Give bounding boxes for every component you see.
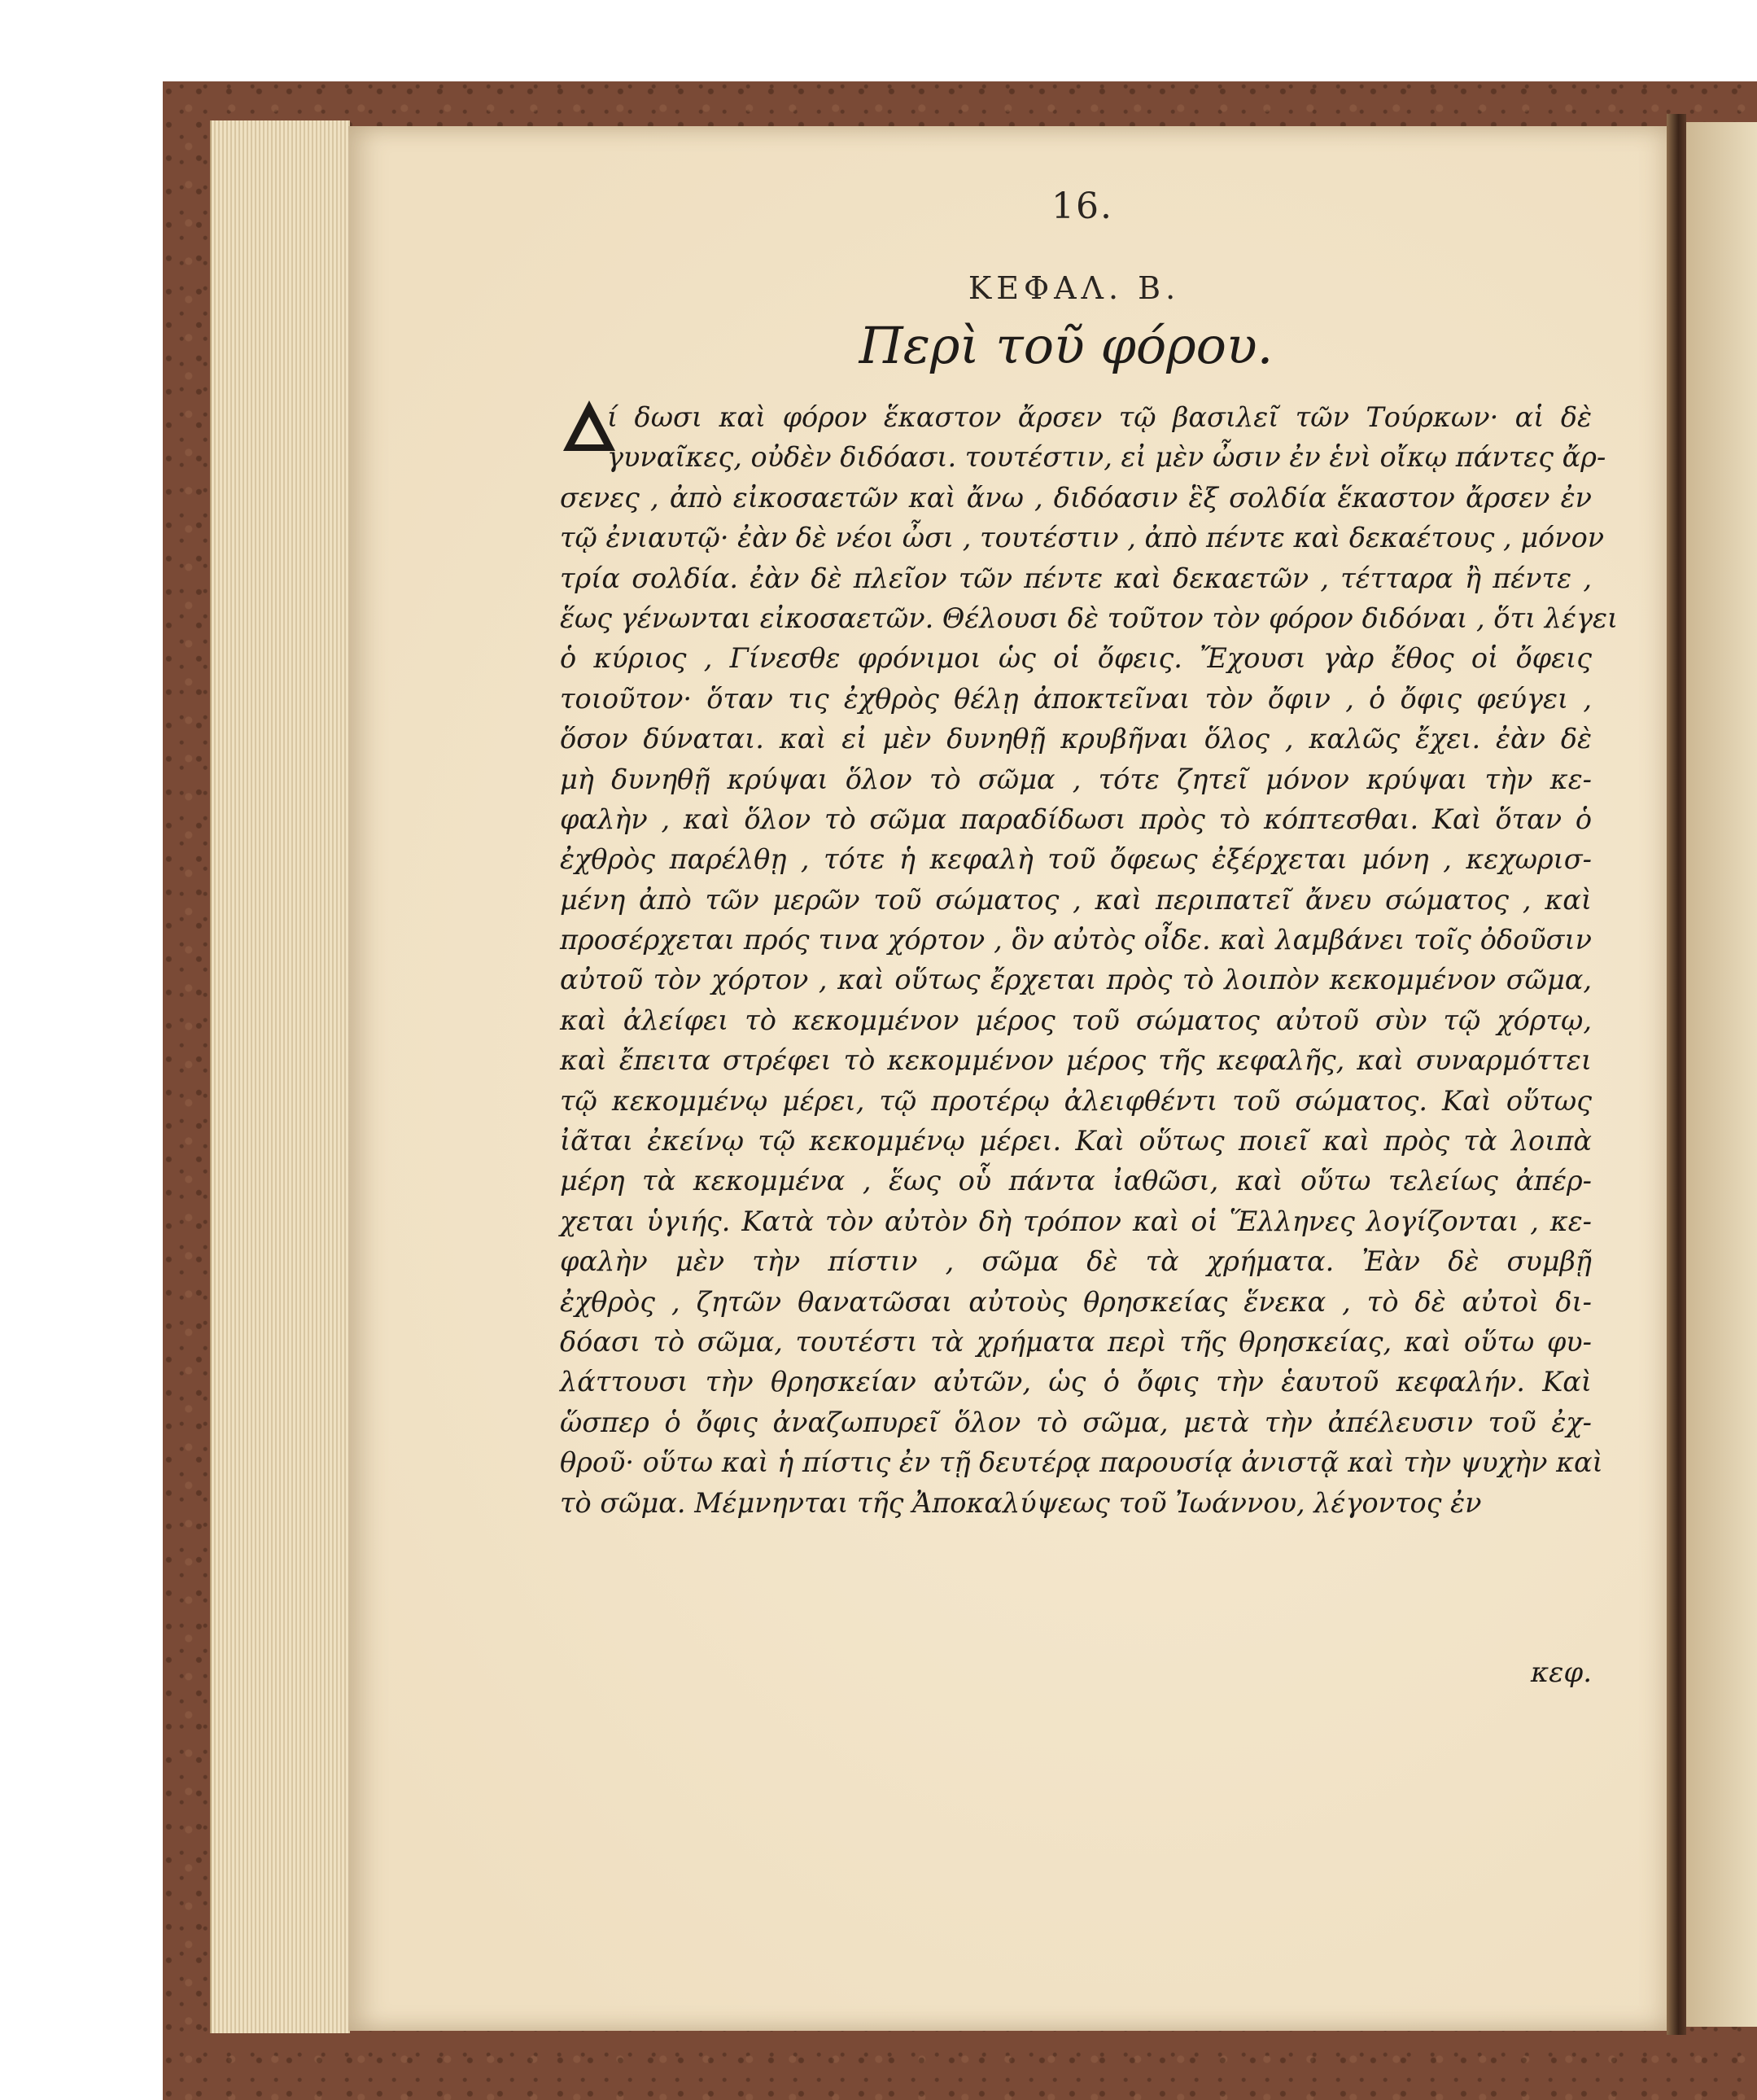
text-line: ὅσον δύναται. καὶ εἰ μὲν δυνηθῇ κρυβῆναι ὅλος , καλῶς ἔχει. ἐὰν δὲ — [560, 723, 1592, 755]
text-line: φαλὴν μὲν τὴν πίστιν , σῶμα δὲ τὰ χρήματα. Ἐὰν δὲ συμβῇ — [560, 1245, 1592, 1278]
text-line: μέρη τὰ κεκομμένα , ἕως οὗ πάντα ἰαθῶσι, καὶ οὕτω τελείως ἀπέρ- — [560, 1165, 1592, 1197]
text-line: προσέρχεται πρός τινα χόρτον , ὃν αὐτὸς οἶδε. καὶ λαμβάνει τοῖς ὀδοῦσιν — [560, 924, 1592, 956]
page-number: 16. — [1051, 186, 1113, 227]
text-line: ἐχθρὸς παρέλθῃ , τότε ἡ κεφαλὴ τοῦ ὄφεως ἐξέρχεται μόνη , κεχωρισ- — [560, 843, 1592, 876]
text-line: ὁ κύριος , Γίνεσθε φρόνιμοι ὡς οἱ ὄφεις. Ἔχουσι γὰρ ἔθος οἱ ὄφεις — [560, 642, 1592, 675]
text-line: τρία σολδία. ἐὰν δὲ πλεῖον τῶν πέντε καὶ δεκαετῶν , τέτταρα ἢ πέντε , — [560, 562, 1592, 594]
text-line: τῷ κεκομμένῳ μέρει, τῷ προτέρῳ ἀλειφθέντι τοῦ σώματος. Καὶ οὕτως — [560, 1084, 1592, 1117]
text-line: σενες , ἀπὸ εἰκοσαετῶν καὶ ἄνω , διδόασιν ἓξ σολδία ἕκαστον ἄρσεν ἐν — [560, 481, 1592, 514]
text-line: καὶ ἔπειτα στρέφει τὸ κεκομμένον μέρος τῆς κεφαλῆς, καὶ συναρμόττει — [560, 1044, 1592, 1077]
text-line: ἕως γένωνται εἰκοσαετῶν. Θέλουσι δὲ τοῦτον τὸν φόρον διδόναι , ὅτι λέγει — [560, 602, 1619, 634]
text-line: καὶ ἀλείφει τὸ κεκομμένον μέρος τοῦ σώματος αὐτοῦ σὺν τῷ χόρτῳ, — [560, 1004, 1592, 1036]
text-line: τῷ ἐνιαυτῷ· ἐὰν δὲ νέοι ὦσι , τουτέστιν , ἀπὸ πέντε καὶ δεκαέτους , μόνον — [560, 522, 1605, 554]
text-line: ί δωσι καὶ φόρον ἕκαστον ἄρσεν τῷ βασιλεῖ τῶν Τούρκων· αἱ δὲ — [607, 401, 1592, 433]
text-line: λάττουσι τὴν θρησκείαν αὐτῶν, ὡς ὁ ὄφις τὴν ἑαυτοῦ κεφαλήν. Καὶ — [560, 1366, 1592, 1398]
page-edges — [210, 120, 350, 2033]
text-line: γυναῖκες, οὐδὲν διδόασι. τουτέστιν, εἰ μὲν ὦσιν ἐν ἑνὶ οἴκῳ πάντες ἄρ- — [607, 441, 1606, 474]
chapter-label: ΚΕΦΑΛ. Β. — [968, 270, 1181, 306]
book-gutter — [1667, 114, 1686, 2035]
text-line: χεται ὑγιής. Κατὰ τὸν αὐτὸν δὴ τρόπον καὶ οἱ Ἕλληνες λογίζονται , κε- — [560, 1205, 1592, 1237]
text-line: ὥσπερ ὁ ὄφις ἀναζωπυρεῖ ὅλον τὸ σῶμα, μετὰ τὴν ἀπέλευσιν τοῦ ἐχ- — [560, 1406, 1592, 1438]
text-line: μένη ἀπὸ τῶν μερῶν τοῦ σώματος , καὶ περιπατεῖ ἄνευ σώματος , καὶ — [560, 883, 1592, 916]
catchword: κεφ. — [1530, 1656, 1592, 1689]
facing-page-edge — [1686, 122, 1757, 2027]
text-line: θροῦ· οὕτω καὶ ἡ πίστις ἐν τῇ δευτέρᾳ παρουσίᾳ ἀνιστᾷ καὶ τὴν ψυχὴν καὶ — [560, 1446, 1603, 1479]
text-line: αὐτοῦ τὸν χόρτον , καὶ οὕτως ἔρχεται πρὸς τὸ λοιπὸν κεκομμένον σῶμα, — [560, 964, 1592, 996]
text-line: δόασι τὸ σῶμα, τουτέστι τὰ χρήματα περὶ τῆς θρησκείας, καὶ οὕτω φυ- — [560, 1325, 1592, 1358]
text-line: τοιοῦτον· ὅταν τις ἐχθρὸς θέλῃ ἀποκτεῖναι τὸν ὄφιν , ὁ ὄφις φεύγει , — [560, 682, 1592, 715]
text-line: τὸ σῶμα. Μέμνηνται τῆς Ἀποκαλύψεως τοῦ Ἰωάννου, λέγοντος ἐν — [560, 1486, 1482, 1519]
chapter-title: Περὶ τοῦ φόρου. — [859, 316, 1274, 375]
body-text — [560, 397, 1619, 1523]
text-line: ἐχθρὸς , ζητῶν θανατῶσαι αὐτοὺς θρησκείας ἕνεκα , τὸ δὲ αὐτοὶ δι- — [560, 1285, 1592, 1318]
text-line: ἰᾶται ἐκείνῳ τῷ κεκομμένῳ μέρει. Καὶ οὕτως ποιεῖ καὶ πρὸς τὰ λοιπὰ — [560, 1125, 1592, 1157]
text-line: μὴ δυνηθῇ κρύψαι ὅλον τὸ σῶμα , τότε ζητεῖ μόνον κρύψαι τὴν κε- — [560, 763, 1592, 795]
text-line: φαλὴν , καὶ ὅλον τὸ σῶμα παραδίδωσι πρὸς τὸ κόπτεσθαι. Καὶ ὅταν ὁ — [560, 803, 1592, 835]
